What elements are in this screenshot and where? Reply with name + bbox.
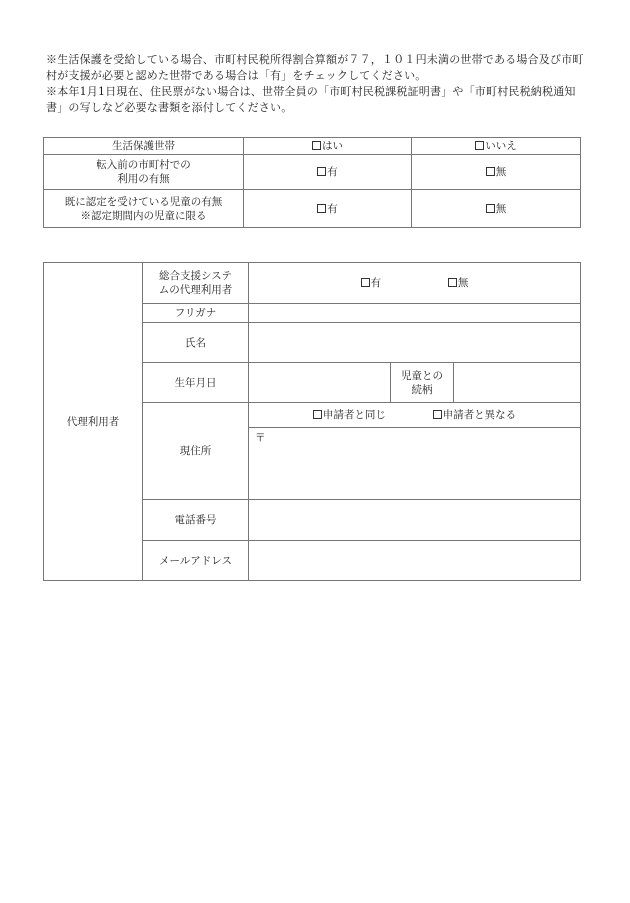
email-label: メールアドレス <box>143 541 249 581</box>
name-field[interactable] <box>249 323 581 363</box>
address-same-option[interactable]: 申請者と同じ <box>313 409 386 421</box>
address-options <box>249 403 581 428</box>
postal-mark: 〒 <box>255 432 266 444</box>
address-label: 現住所 <box>143 403 249 500</box>
address-field[interactable] <box>249 428 581 500</box>
note-1: ※生活保護を受給している場合、市町村民税所得割合算額が７７，１０１円未満の世帯である場合及び市町村が支援が必要と認めた世帯である場合は「有」をチェックしてください。 <box>46 53 584 82</box>
furigana-label: フリガナ <box>143 304 249 323</box>
household-table <box>43 137 581 228</box>
welfare-yes-option[interactable]: はい <box>244 138 412 155</box>
name-label: 氏名 <box>143 323 249 363</box>
prior-use-yes-option[interactable]: 有 <box>244 155 412 190</box>
checkbox-icon[interactable] <box>361 278 370 287</box>
notes-section <box>46 52 591 116</box>
birth-date-label: 生年月日 <box>143 363 249 403</box>
prior-use-no-option[interactable]: 無 <box>412 155 581 190</box>
checkbox-icon[interactable] <box>486 204 495 213</box>
prior-use-label: 転入前の市町村での 利用の有無 <box>44 155 244 190</box>
welfare-row <box>44 138 581 155</box>
welfare-label: 生活保護世帯 <box>44 138 244 155</box>
certified-child-row <box>44 190 581 228</box>
phone-field[interactable] <box>249 500 581 541</box>
system-proxy-yes-option[interactable]: 有 <box>361 277 382 289</box>
checkbox-icon[interactable] <box>313 410 322 419</box>
checkbox-icon[interactable] <box>317 167 326 176</box>
welfare-no-option[interactable]: いいえ <box>412 138 581 155</box>
system-proxy-no-option[interactable]: 無 <box>448 277 469 289</box>
email-field[interactable] <box>249 541 581 581</box>
proxy-user-table <box>43 262 581 581</box>
note-2: ※本年1月1日現在、住民票がない場合は、世帯全員の「市町村民税課税証明書」や「市町村民税納税通知書」の写しなど必要な書類を添付してください。 <box>46 85 576 114</box>
relation-label: 児童との 続柄 <box>391 363 454 403</box>
birth-date-field[interactable] <box>249 363 391 403</box>
checkbox-icon[interactable] <box>475 141 484 150</box>
system-proxy-label: 総合支援システ ムの代理利用者 <box>143 263 249 304</box>
checkbox-icon[interactable] <box>317 204 326 213</box>
furigana-field[interactable] <box>249 304 581 323</box>
relation-field[interactable] <box>454 363 581 403</box>
certified-child-no-option[interactable]: 無 <box>412 190 581 228</box>
checkbox-icon[interactable] <box>312 141 321 150</box>
checkbox-icon[interactable] <box>433 410 442 419</box>
checkbox-icon[interactable] <box>486 167 495 176</box>
proxy-user-section-label: 代理利用者 <box>44 263 143 581</box>
checkbox-icon[interactable] <box>448 278 457 287</box>
certified-child-label: 既に認定を受けている児童の有無 ※認定期間内の児童に限る <box>44 190 244 228</box>
certified-child-yes-option[interactable]: 有 <box>244 190 412 228</box>
phone-label: 電話番号 <box>143 500 249 541</box>
system-proxy-options <box>249 263 581 304</box>
prior-use-row <box>44 155 581 190</box>
address-different-option[interactable]: 申請者と異なる <box>433 409 517 421</box>
